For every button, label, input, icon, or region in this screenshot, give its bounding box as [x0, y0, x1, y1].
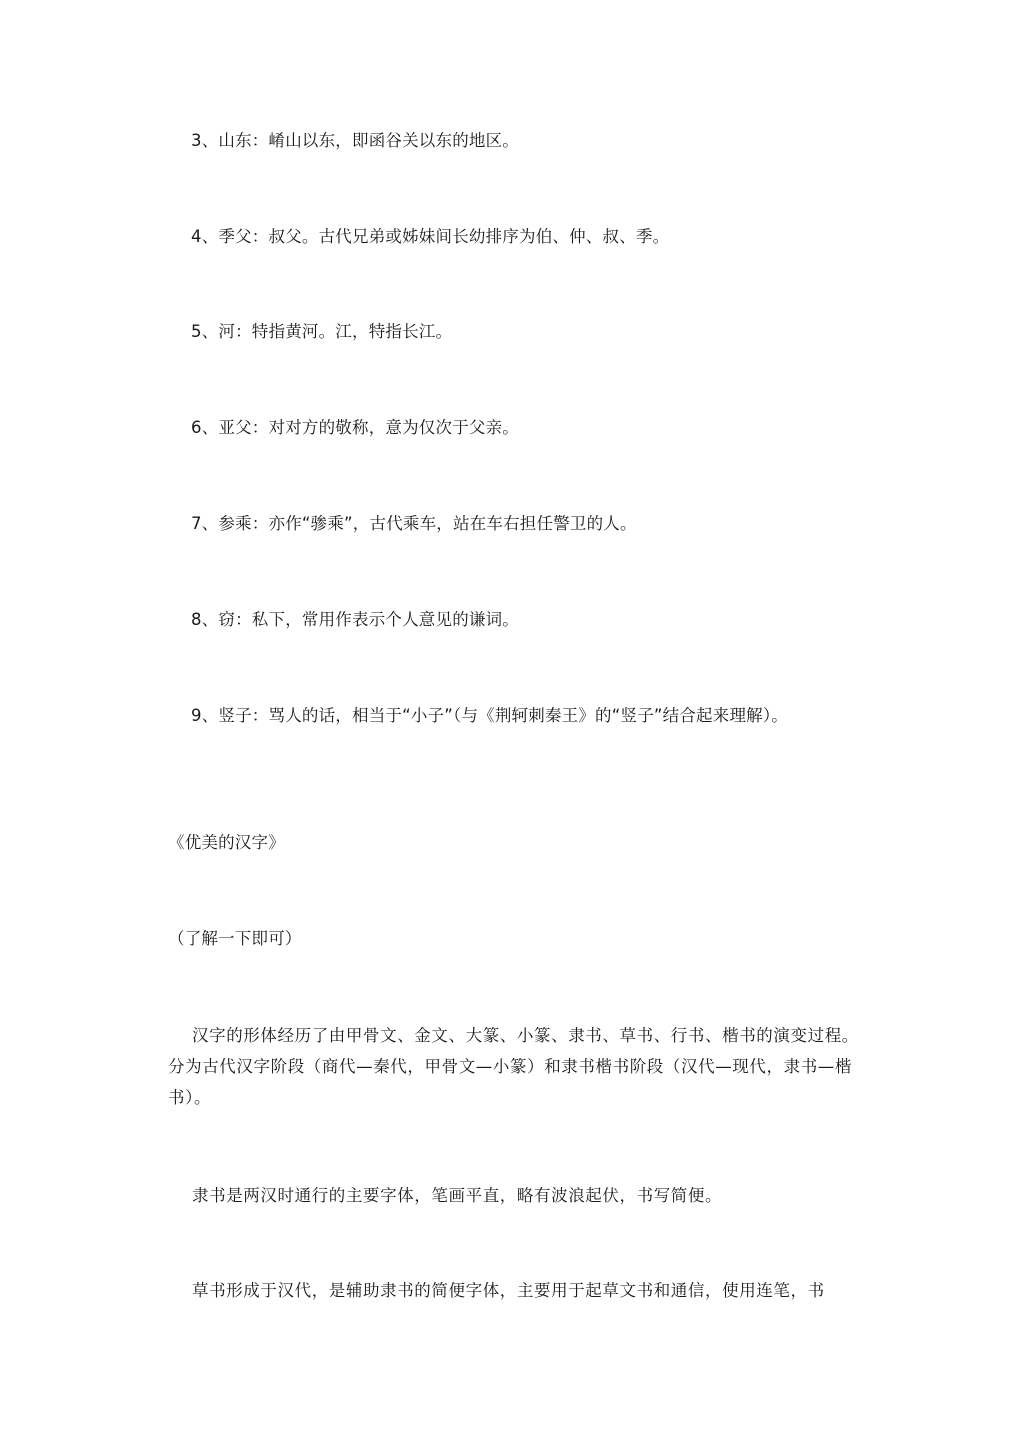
note-5: 5、河：特指黄河。江，特指长江。	[191, 322, 453, 341]
note-9: 9、竖子：骂人的话，相当于“小子”（与《荆轲刺秦王》的“竖子”结合起来理解）。	[191, 706, 788, 725]
section-subtitle: （了解一下即可）	[168, 929, 302, 948]
note-6: 6、亚父：对对方的敬称，意为仅次于父亲。	[191, 418, 519, 437]
paragraph-caoshu: 草书形成于汉代，是辅助隶书的简便字体，主要用于起草文书和通信，使用连笔，书	[192, 1281, 825, 1300]
paragraph-evolution: 汉字的形体经历了由甲骨文、金文、大篆、小篆、隶书、草书、行书、楷书的演变过程。分为古代汉字阶段（商代—秦代，甲骨文—小篆）和隶书楷书阶段（汉代—现代，隶书—楷书）。	[168, 1026, 859, 1107]
note-3: 3、山东：崤山以东，即函谷关以东的地区。	[191, 131, 519, 150]
note-8: 8、窃：私下，常用作表示个人意见的谦词。	[191, 610, 519, 629]
paragraph-lishu: 隶书是两汉时通行的主要字体，笔画平直，略有波浪起伏，书写简便。	[192, 1186, 723, 1205]
note-4: 4、季父：叔父。古代兄弟或姊妹间长幼排序为伯、仲、叔、季。	[191, 227, 670, 246]
note-7: 7、参乘：亦作“骖乘”，古代乘车，站在车右担任警卫的人。	[191, 514, 637, 533]
section-title: 《优美的汉字》	[168, 833, 285, 852]
